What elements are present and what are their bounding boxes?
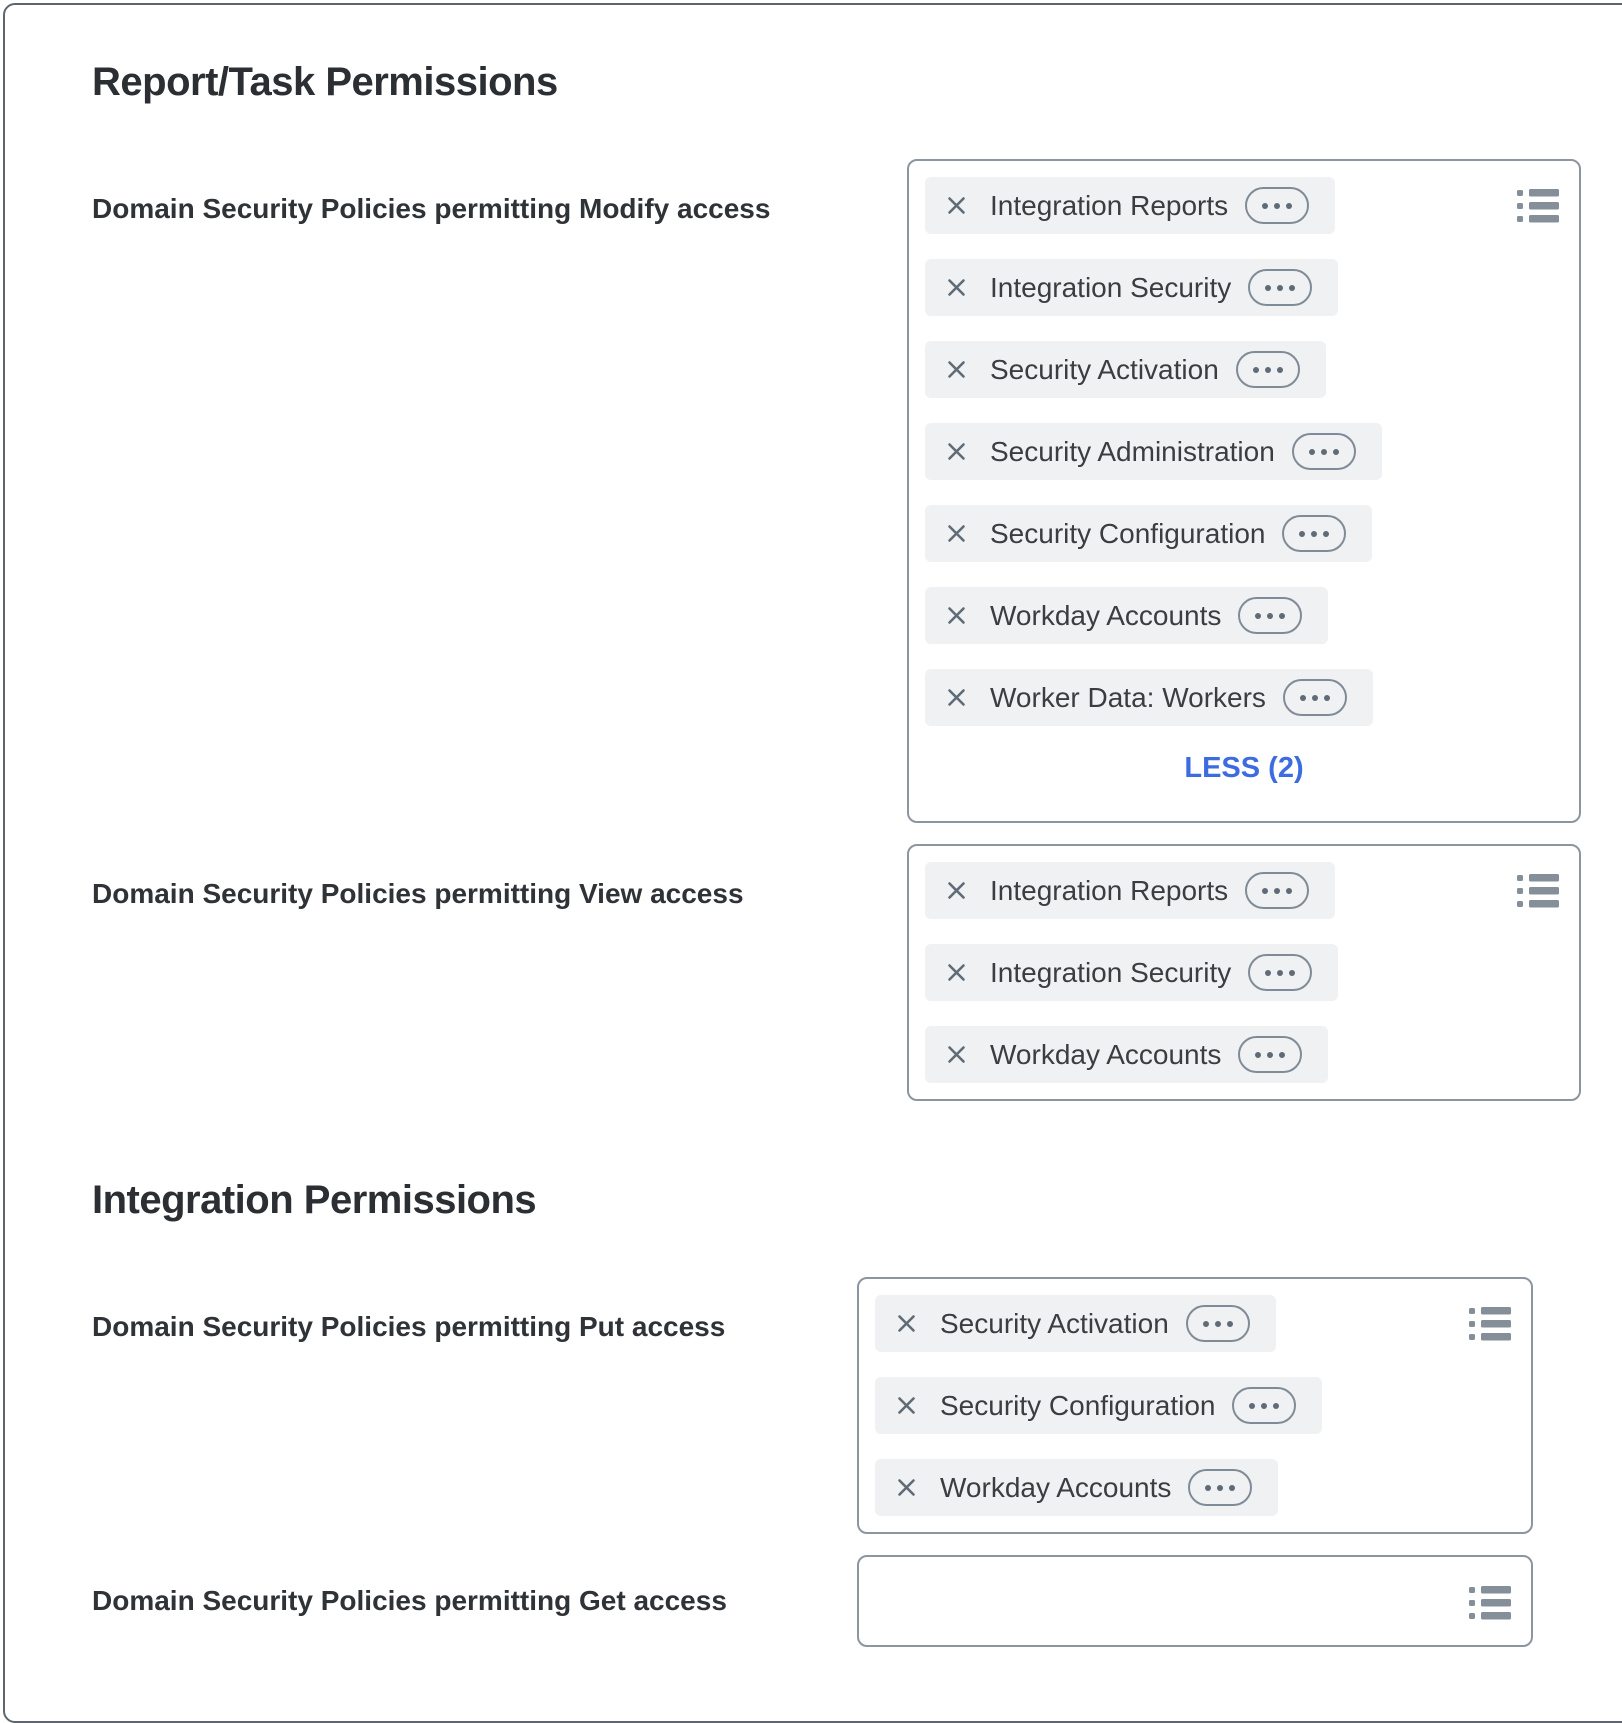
related-actions-ellipsis-icon[interactable]: [1238, 597, 1302, 634]
section-title: Integration Permissions: [92, 1178, 537, 1222]
selected-items: [925, 177, 1485, 726]
related-actions-ellipsis-icon[interactable]: [1245, 872, 1309, 909]
related-actions-ellipsis-icon[interactable]: [1232, 1387, 1296, 1424]
remove-icon[interactable]: [895, 1312, 918, 1335]
related-actions-ellipsis-icon[interactable]: [1238, 1036, 1302, 1073]
remove-icon[interactable]: [945, 686, 968, 709]
section-rows: [92, 1277, 1622, 1647]
tag-label: Security Configuration: [990, 517, 1266, 549]
selected-item-tag: [925, 259, 1338, 316]
selected-item-tag: [875, 1377, 1322, 1434]
related-actions-ellipsis-icon[interactable]: [1186, 1305, 1250, 1342]
remove-icon[interactable]: [945, 358, 968, 381]
permissions-content: [92, 59, 1622, 1647]
selected-item-tag: [925, 669, 1373, 726]
section-integration-permissions: [92, 1177, 1622, 1647]
related-actions-ellipsis-icon[interactable]: [1248, 954, 1312, 991]
field-get-access[interactable]: [857, 1555, 1533, 1647]
selected-item-tag: [925, 862, 1335, 919]
row-put-access: [92, 1277, 1622, 1534]
prompt-list-icon[interactable]: [1468, 1584, 1512, 1622]
remove-icon[interactable]: [945, 879, 968, 902]
row-get-access: [92, 1555, 1622, 1647]
selected-item-tag: [875, 1459, 1278, 1516]
tag-label: Integration Security: [990, 271, 1232, 303]
permissions-card: [3, 3, 1622, 1723]
less-link[interactable]: LESS (2): [1184, 752, 1304, 784]
remove-icon[interactable]: [895, 1476, 918, 1499]
tag-label: Integration Security: [990, 956, 1232, 988]
field-view-access[interactable]: [907, 844, 1581, 1101]
tag-label: Workday Accounts: [990, 1038, 1222, 1070]
selected-item-tag: [925, 341, 1326, 398]
related-actions-ellipsis-icon[interactable]: [1236, 351, 1300, 388]
remove-icon[interactable]: [945, 961, 968, 984]
section-rows: [92, 159, 1622, 1101]
tag-label: Integration Reports: [990, 189, 1229, 221]
related-actions-ellipsis-icon[interactable]: [1283, 679, 1347, 716]
tag-label: Workday Accounts: [940, 1471, 1172, 1503]
remove-icon[interactable]: [945, 1043, 968, 1066]
remove-icon[interactable]: [945, 194, 968, 217]
row-view-access: [92, 844, 1622, 1101]
field-modify-access[interactable]: [907, 159, 1581, 823]
related-actions-ellipsis-icon[interactable]: [1248, 269, 1312, 306]
section-title: Report/Task Permissions: [92, 60, 558, 104]
field-put-access[interactable]: [857, 1277, 1533, 1534]
related-actions-ellipsis-icon[interactable]: [1245, 187, 1309, 224]
field-label: Domain Security Policies permitting View access: [92, 878, 744, 909]
related-actions-ellipsis-icon[interactable]: [1292, 433, 1356, 470]
remove-icon[interactable]: [945, 522, 968, 545]
remove-icon[interactable]: [945, 276, 968, 299]
prompt-list-icon[interactable]: [1468, 1305, 1512, 1343]
field-label: Domain Security Policies permitting Modify access: [92, 193, 771, 224]
field-label: Domain Security Policies permitting Put access: [92, 1311, 726, 1342]
tag-label: Security Activation: [940, 1307, 1169, 1339]
tag-label: Security Configuration: [940, 1389, 1216, 1421]
remove-icon[interactable]: [945, 604, 968, 627]
remove-icon[interactable]: [945, 440, 968, 463]
selected-item-tag: [925, 587, 1328, 644]
tag-label: Integration Reports: [990, 874, 1229, 906]
selected-items: [875, 1295, 1435, 1516]
selected-items: [925, 862, 1485, 1083]
tag-label: Security Administration: [990, 435, 1275, 467]
remove-icon[interactable]: [895, 1394, 918, 1417]
selected-item-tag: [925, 505, 1372, 562]
section-report-task-permissions: [92, 59, 1622, 1101]
selected-item-tag: [925, 423, 1382, 480]
selected-item-tag: [925, 1026, 1328, 1083]
related-actions-ellipsis-icon[interactable]: [1282, 515, 1346, 552]
field-label: Domain Security Policies permitting Get access: [92, 1585, 727, 1616]
row-modify-access: [92, 159, 1622, 823]
selected-item-tag: [925, 177, 1335, 234]
selected-item-tag: [875, 1295, 1276, 1352]
selected-item-tag: [925, 944, 1338, 1001]
tag-label: Worker Data: Workers: [990, 681, 1266, 713]
prompt-list-icon[interactable]: [1516, 872, 1560, 910]
tag-label: Workday Accounts: [990, 599, 1222, 631]
related-actions-ellipsis-icon[interactable]: [1188, 1469, 1252, 1506]
tag-label: Security Activation: [990, 353, 1219, 385]
prompt-list-icon[interactable]: [1516, 187, 1560, 225]
